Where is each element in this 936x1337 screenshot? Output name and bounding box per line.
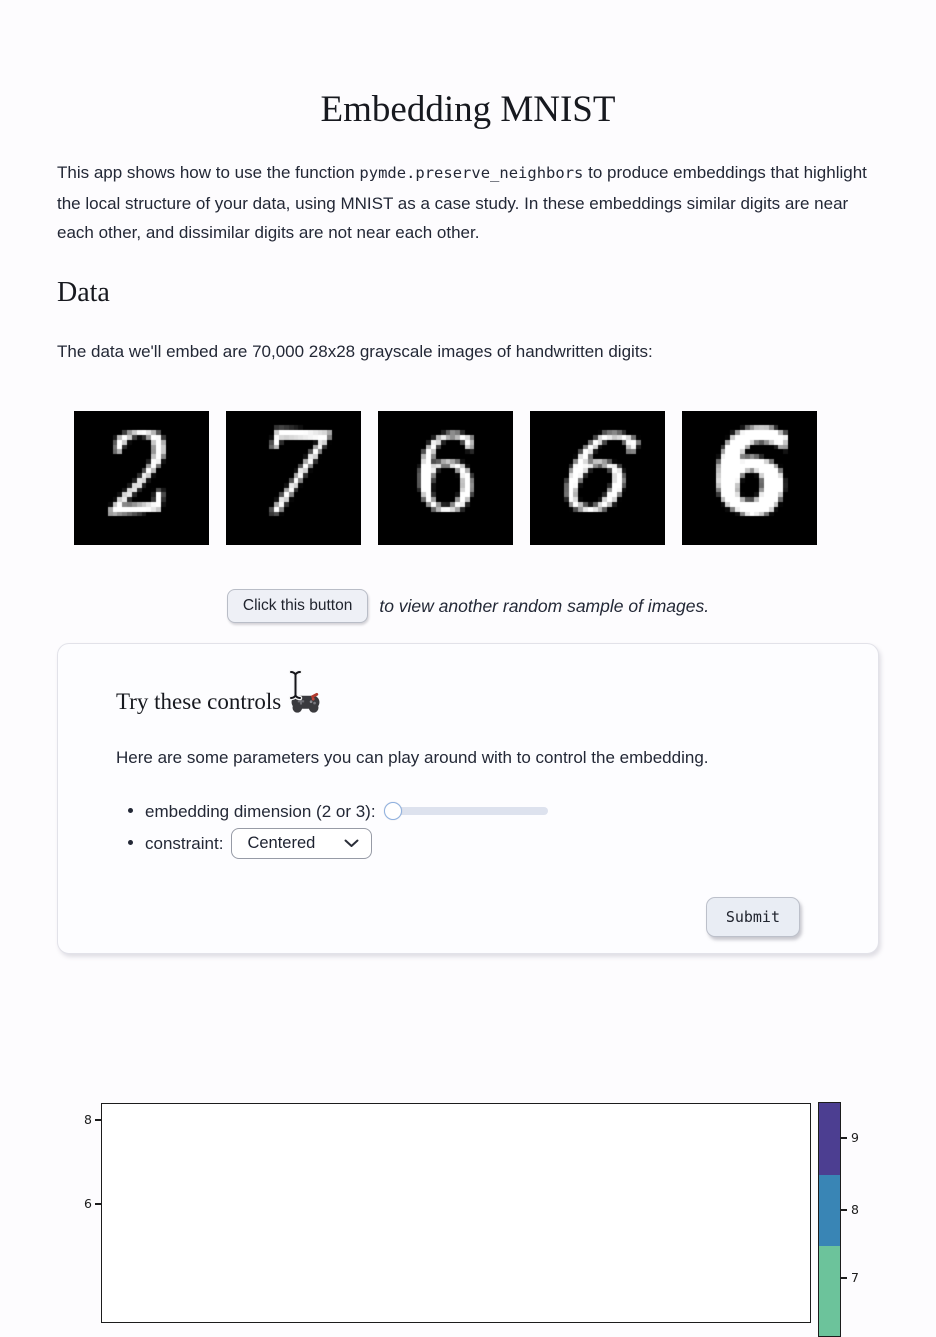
data-section-heading: Data [57, 276, 110, 308]
controls-card-heading-text: Try these controls [116, 689, 282, 714]
mnist-digit-image [378, 411, 513, 545]
colorbar-tick-mark [841, 1137, 847, 1139]
constraint-label: • constraint: [145, 833, 224, 853]
intro-paragraph [57, 158, 879, 248]
colorbar-tick-mark [841, 1277, 847, 1279]
mnist-digit-image [74, 411, 209, 545]
colorbar-tick-label: 8 [851, 1202, 859, 1217]
sample-row [57, 589, 879, 623]
colorbar-tick-label: 7 [851, 1270, 859, 1285]
page-title: Embedding MNIST [320, 89, 616, 130]
embedding-dimension-label: • embedding dimension (2 or 3): [145, 801, 376, 821]
colorbar-segment [819, 1175, 840, 1246]
resample-caption: to view another random sample of images. [379, 595, 710, 616]
gamepad-emoji [290, 690, 321, 715]
colorbar [818, 1102, 841, 1337]
embedding-plot [0, 1103, 936, 1285]
intro-text-after: to produce embeddings that highlight the local structure of your data, using MNIST as a case study. In these embeddings similar digits are near each other, and dissimilar digits are not near each other. [57, 163, 867, 242]
data-description: The data we'll embed are 70,000 28x28 grayscale images of handwritten digits: [57, 341, 653, 361]
mnist-digit-row [74, 411, 879, 545]
controls-card [57, 643, 879, 954]
mnist-digit-image [226, 411, 361, 545]
y-tick-label: 8 [84, 1112, 92, 1127]
y-tick-mark [95, 1119, 101, 1121]
intro-text-before: This app shows how to use the function [57, 163, 360, 182]
plot-axes-frame [101, 1103, 811, 1323]
submit-button[interactable]: Submit [706, 897, 800, 937]
slider-track[interactable] [393, 807, 548, 815]
y-tick-mark [95, 1203, 101, 1205]
controls-list [116, 795, 820, 859]
embedding-dimension-item [145, 795, 820, 827]
resample-button[interactable]: Click this button [227, 589, 368, 623]
main-column [0, 88, 936, 954]
inline-code: pymde.preserve_neighbors [359, 164, 584, 182]
colorbar-segment [819, 1246, 840, 1336]
mnist-digit-image [682, 411, 817, 545]
constraint-item [145, 827, 820, 859]
slider-thumb[interactable] [384, 802, 402, 820]
colorbar-segment [819, 1103, 840, 1175]
constraint-select-value: Centered [247, 833, 316, 852]
controls-card-heading [116, 688, 820, 716]
constraint-select[interactable] [231, 828, 372, 859]
colorbar-tick-mark [841, 1209, 847, 1211]
submit-row [116, 897, 820, 937]
colorbar-tick-label: 9 [851, 1130, 859, 1145]
y-tick-label: 6 [84, 1196, 92, 1211]
chevron-down-icon [344, 839, 359, 848]
mnist-digit-image [530, 411, 665, 545]
controls-card-description: Here are some parameters you can play around with to control the embedding. [116, 748, 709, 767]
embedding-dimension-slider[interactable] [384, 802, 548, 820]
